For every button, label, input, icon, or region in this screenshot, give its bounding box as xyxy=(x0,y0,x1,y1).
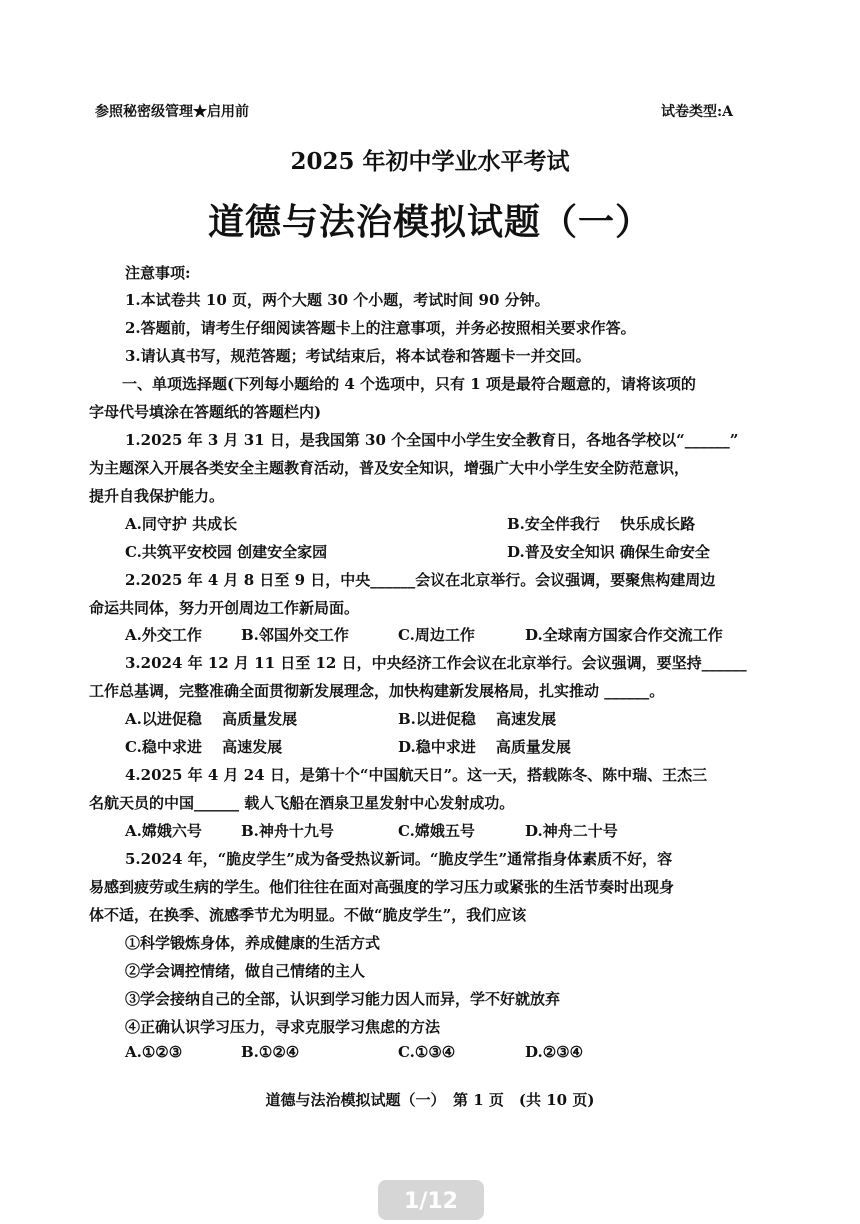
exam-title: 2025 年初中学业水平考试 xyxy=(290,148,570,175)
question-5-stem: 体不适，在换季、流感季节尤为明显。不做“脆皮学生”，我们应该 xyxy=(89,906,527,924)
question-3-stem: 工作总基调，完整准确全面贯彻新发展理念，加快构建新发展格局，扎实推动 ______。 xyxy=(89,682,665,700)
option-d: D.神舟二十号 xyxy=(525,822,618,840)
notice-item: 2.答题前，请考生仔细阅读答题卡上的注意事项，并务必按照相关要求作答。 xyxy=(125,319,636,337)
option-a: A.①②③ xyxy=(125,1043,183,1061)
option-b: B.神舟十九号 xyxy=(241,822,334,840)
option-a: A.外交工作 xyxy=(125,626,202,644)
option-c: C.周边工作 xyxy=(398,626,475,644)
notice-heading: 注意事项: xyxy=(125,264,191,282)
option-b: B.安全伴我行 快乐成长路 xyxy=(507,515,696,533)
notice-item: 3.请认真书写，规范答题；考试结束后，将本试卷和答题卡一并交回。 xyxy=(125,347,591,365)
question-5-stem: 易感到疲劳或生病的学生。他们往往在面对高强度的学习压力或紧张的生活节奏时出现身 xyxy=(89,878,675,896)
page-footer: 道德与法治模拟试题（一） 第 1 页 (共 10 页) xyxy=(265,1091,595,1109)
statement-item: ④正确认识学习压力，寻求克服学习焦虑的方法 xyxy=(125,1018,441,1036)
option-c: C.共筑平安校园 创建安全家园 xyxy=(125,543,328,561)
question-1-stem: 为主题深入开展各类安全主题教育活动，普及安全知识，增强广大中小学生安全防范意识， xyxy=(89,459,690,477)
option-c: C.稳中求进 高速发展 xyxy=(125,738,283,756)
option-a: A.同守护 共成长 xyxy=(125,515,238,533)
option-a: A.以进促稳 高质量发展 xyxy=(125,710,298,728)
option-d: D.全球南方国家合作交流工作 xyxy=(525,626,723,644)
question-2-stem: 2.2025 年 4 月 8 日至 9 日，中央______会议在北京举行。会议强调，要聚焦构建周边 xyxy=(125,571,716,589)
option-d: D.普及安全知识 确保生命安全 xyxy=(507,543,710,561)
paper-type-label: 试卷类型:A xyxy=(661,104,734,120)
section-heading: 一、单项选择题(下列每小题给的 4 个选项中，只有 1 项是最符合题意的，请将该项的 xyxy=(122,375,696,393)
question-1-stem: 提升自我保护能力。 xyxy=(89,487,225,505)
question-5-stem: 5.2024 年，“脆皮学生”成为备受热议新词。“脆皮学生”通常指身体素质不好，容 xyxy=(125,850,673,868)
statement-item: ①科学锻炼身体，养成健康的生活方式 xyxy=(125,934,381,952)
statement-item: ③学会接纳自己的全部，认识到学习能力因人而异，学不好就放弃 xyxy=(125,990,561,1008)
option-b: B.邻国外交工作 xyxy=(241,626,349,644)
paper-title: 道德与法治模拟试题（一） xyxy=(207,201,652,243)
question-4-stem: 名航天员的中国______ 载人飞船在酒泉卫星发射中心发射成功。 xyxy=(89,794,515,812)
statement-item: ②学会调控情绪，做自己情绪的主人 xyxy=(125,962,366,980)
question-1-stem: 1.2025 年 3 月 31 日，是我国第 30 个全国中小学生安全教育日，各地各学校以“______” xyxy=(125,431,739,449)
page-indicator: 1/12 xyxy=(378,1180,484,1220)
notice-item: 1.本试卷共 10 页，两个大题 30 个小题，考试时间 90 分钟。 xyxy=(125,291,550,309)
option-a: A.嫦娥六号 xyxy=(125,822,202,840)
option-b: B.①②④ xyxy=(241,1043,300,1061)
section-heading-cont: 字母代号填涂在答题纸的答题栏内) xyxy=(89,403,322,421)
option-c: C.①③④ xyxy=(398,1043,456,1061)
option-b: B.以进促稳 高速发展 xyxy=(398,710,557,728)
question-3-stem: 3.2024 年 12 月 11 日至 12 日，中央经济工作会议在北京举行。会议强调，要坚持______ xyxy=(125,654,747,672)
confidentiality-label: 参照秘密级管理★启用前 xyxy=(95,104,249,120)
option-c: C.嫦娥五号 xyxy=(398,822,475,840)
question-4-stem: 4.2025 年 4 月 24 日，是第十个“中国航天日”。这一天，搭载陈冬、陈中瑞、王杰三 xyxy=(125,766,708,784)
question-2-stem: 命运共同体，努力开创周边工作新局面。 xyxy=(89,599,360,617)
option-d: D.稳中求进 高质量发展 xyxy=(398,738,571,756)
option-d: D.②③④ xyxy=(525,1043,584,1061)
